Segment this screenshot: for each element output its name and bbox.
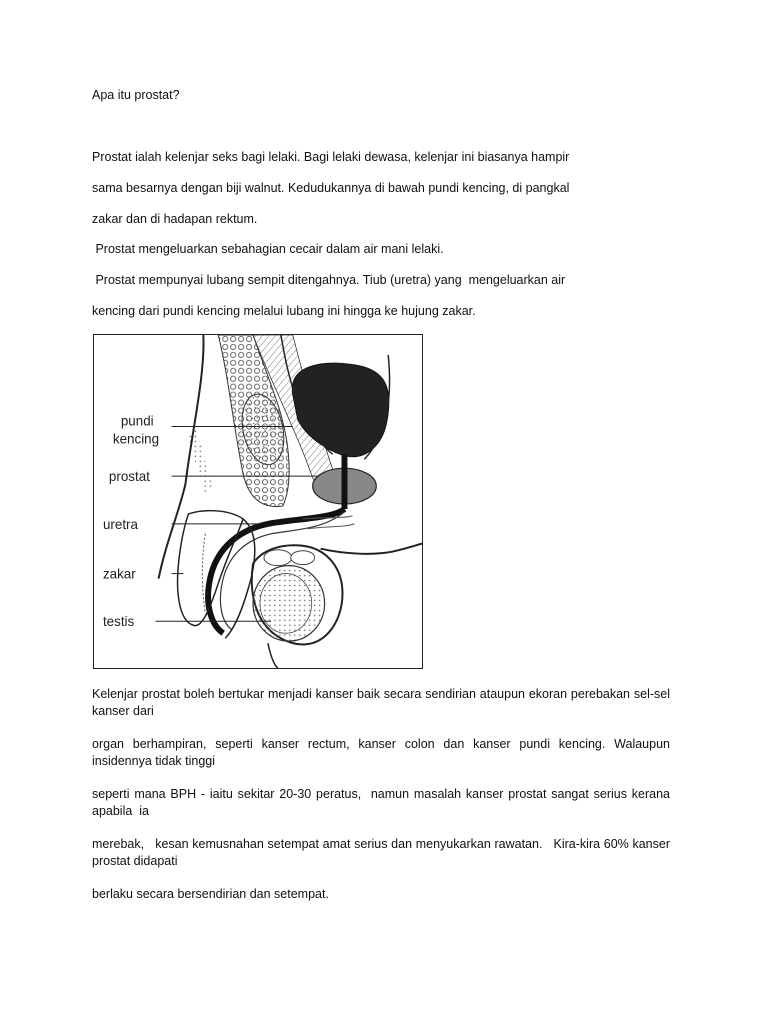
anatomy-illustration [94,335,422,668]
anatomy-diagram [93,334,423,669]
label-testis: testis [102,614,135,630]
page-title: Apa itu prostat? [92,88,180,102]
label-prostat: prostat [108,469,150,485]
intro-line-6: kencing dari pundi kencing melalui lubang ini hingga ke hujung zakar. [92,304,476,318]
intro-line-1: Prostat ialah kelenjar seks bagi lelaki. Bagi lelaki dewasa, kelenjar ini biasanya hampir [92,150,570,164]
body-paragraph-1: Kelenjar prostat boleh bertukar menjadi kanser baik secara sendirian ataupun ekoran perebakan sel-sel kanser dari [92,687,670,718]
body-paragraph-2: organ berhampiran, seperti kanser rectum, kanser colon dan kanser pundi kencing. Walaupun insidennya tidak tinggi [92,737,670,768]
intro-line-3: zakar dan di hadapan rektum. [92,212,258,226]
intro-line-5: Prostat mempunyai lubang sempit ditengahnya. Tiub (uretra) yang mengeluarkan air [92,273,566,287]
body-paragraph-5: berlaku secara bersendirian dan setempat. [92,887,329,901]
label-kencing: kencing [112,431,160,447]
body-paragraph-4: merebak, kesan kemusnahan setempat amat serius dan menyukarkan rawatan. Kira-kira 60% kanser prostat didapati [92,837,674,868]
label-pundi: pundi [120,413,154,429]
label-uretra: uretra [102,516,138,532]
intro-line-2: sama besarnya dengan biji walnut. Kedudukannya di bawah pundi kencing, di pangkal [92,181,570,195]
body-paragraph-3: seperti mana BPH - iaitu sekitar 20-30 peratus, namun masalah kanser prostat sangat serius kerana apabila ia [92,787,677,818]
label-zakar: zakar [102,566,136,582]
intro-line-4: Prostat mengeluarkan sebahagian cecair dalam air mani lelaki. [92,242,444,256]
